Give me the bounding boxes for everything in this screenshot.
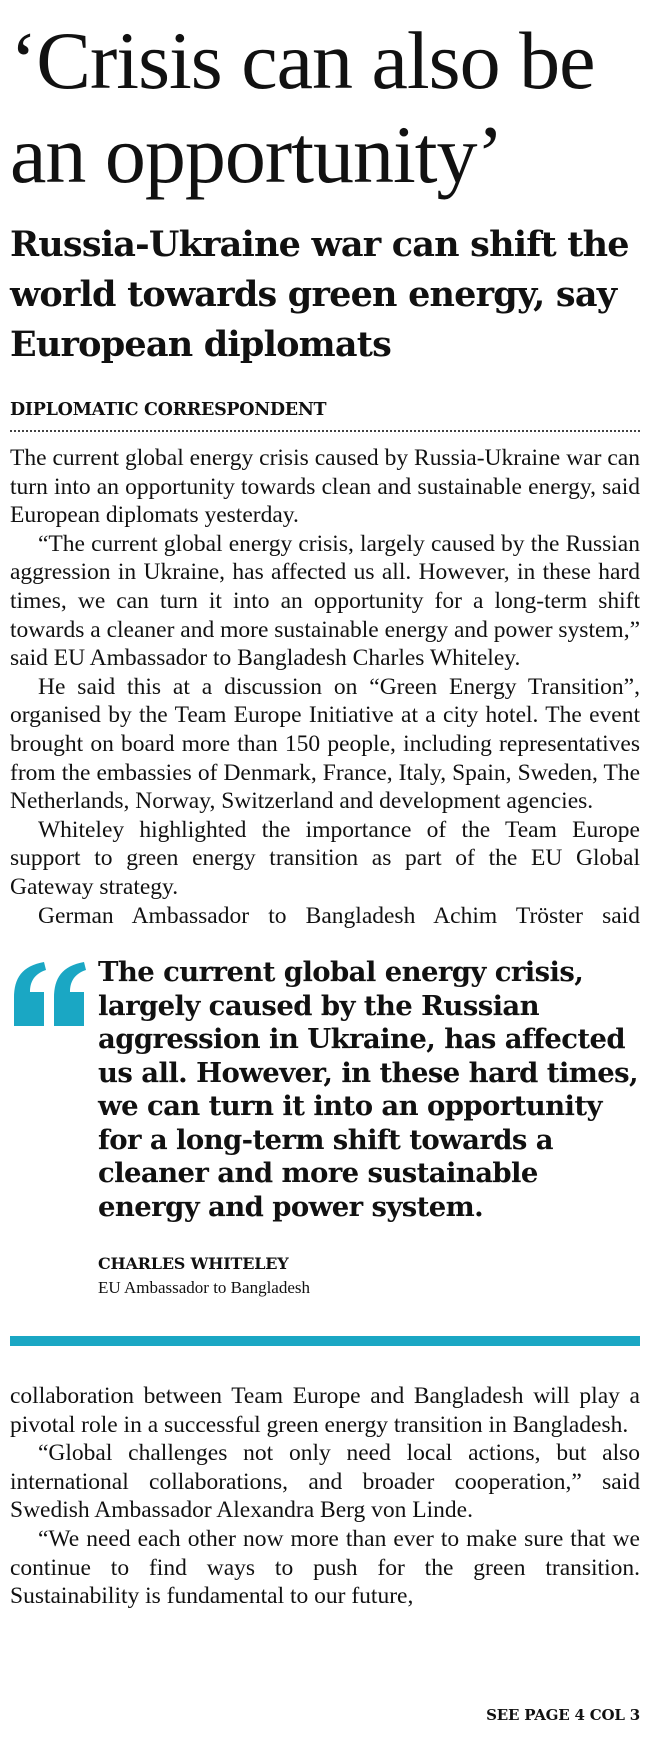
headline: ‘Crisis can also be an opportunity’ bbox=[10, 15, 595, 200]
paragraph: German Ambassador to Bangladesh Achim Tröster said bbox=[38, 902, 640, 929]
paragraph: “Global challenges not only need local actions, but also international collaborations, and broader cooperation,” said Swedish Ambassador Alexandra Berg von Linde. bbox=[10, 1440, 640, 1524]
jump-line: SEE PAGE 4 COL 3 bbox=[486, 1706, 640, 1724]
pull-quote-author: CHARLES WHITELEY bbox=[98, 1254, 289, 1274]
pull-quote bbox=[10, 956, 640, 1336]
pull-quote-author-role: EU Ambassador to Bangladesh bbox=[98, 1278, 310, 1298]
article-body-top bbox=[10, 444, 640, 930]
article bbox=[10, 0, 640, 1611]
pull-quote-text: The current global energy crisis, largely caused by the Russian aggression in Ukraine, has affected us all. However, in these hard times, we can turn it into an opportunity for a long-term shift towards a cleaner and more sustainable energy and power system. bbox=[98, 956, 638, 1223]
byline: DIPLOMATIC CORRESPONDENT bbox=[10, 400, 640, 432]
paragraph: “We need each other now more than ever to make sure that we continue to find ways to push for the green transition. Sustainability is fundamental to our future, bbox=[10, 1526, 640, 1610]
subheadline: Russia-Ukraine war can shift the world towards green energy, say European diplomats bbox=[10, 224, 629, 365]
quote-mark-icon bbox=[10, 956, 90, 1036]
paragraph: collaboration between Team Europe and Bangladesh will play a pivotal role in a successful green energy transition in Bangladesh. bbox=[10, 1383, 640, 1438]
paragraph: The current global energy crisis caused by Russia-Ukraine war can turn into an opportunity towards clean and sustainable energy, said European diplomats yesterday. bbox=[10, 445, 640, 529]
paragraph: “The current global energy crisis, largely caused by the Russian aggression in Ukraine, has affected us all. However, in these hard times, we can turn it into an opportunity for a long-term shift towards a cleaner and more sustainable energy and power system,” said EU Ambassador to Bangladesh Charles Whiteley. bbox=[10, 530, 640, 672]
article-body-bottom bbox=[10, 1382, 640, 1611]
paragraph: He said this at a discussion on “Green Energy Transition”, organised by the Team Europe Initiative at a city hotel. The event brought on board more than 150 people, including representatives from the embassies of Denmark, France, Italy, Spain, Sweden, The Netherlands, Norway, Switzerland and development agencies. bbox=[10, 673, 640, 815]
section-divider bbox=[10, 1336, 640, 1346]
paragraph: Whiteley highlighted the importance of the Team Europe support to green energy transition as part of the EU Global Gateway strategy. bbox=[10, 816, 640, 900]
